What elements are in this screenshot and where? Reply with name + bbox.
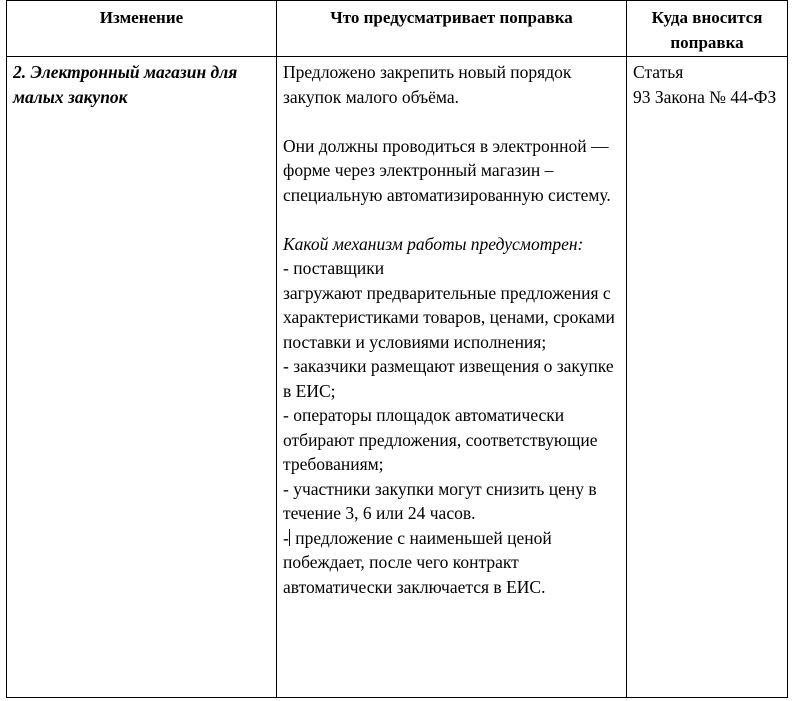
list-item: - участники закупки могут снизить цену в течение 3, 6 или 24 часов.: [283, 478, 597, 523]
amendments-table: [6, 0, 788, 698]
location-line2: 93 Закона № 44-ФЗ: [633, 86, 777, 107]
list-item: - заказчики размещают извещения о закупке в ЕИС;: [283, 356, 614, 401]
change-title: 2. Электронный магазин для малых закупок: [7, 57, 277, 698]
header-description: Что предусматривает поправка: [277, 1, 627, 57]
text-cursor: [289, 529, 290, 546]
mechanism-heading: Какой механизм работы предусмотрен:: [283, 233, 584, 254]
intro-paragraph: Предложено закрепить новый порядок закупок малого объёма.: [283, 62, 572, 107]
list-item-text: предложение с наименьшей ценой побеждает, после чего контракт автоматически заключается в ЕИС.: [283, 527, 552, 597]
format-paragraph-line2: форме через электронный магазин – специальную автоматизированную систему.: [283, 160, 611, 205]
list-item: - операторы площадок автоматически отбирают предложения, соответствующие требованиям;: [283, 405, 598, 474]
list-item: - поставщики: [283, 258, 385, 278]
header-location: Куда вносится поправка: [627, 1, 788, 57]
list-item-continuation: загружают предварительные предложения с характеристиками товаров, ценами, сроками поставки и условиями исполнения;: [283, 282, 615, 352]
table-row: [7, 57, 788, 698]
list-item-dash: -: [283, 527, 289, 548]
format-paragraph-line1: Они должны проводиться в электронной —: [283, 135, 609, 156]
list-item: [283, 526, 620, 600]
table-header-row: [7, 1, 788, 57]
header-change: Изменение: [7, 1, 277, 57]
location-cell: [627, 57, 788, 698]
description-cell: [277, 57, 627, 698]
location-line1: Статья: [633, 62, 684, 82]
